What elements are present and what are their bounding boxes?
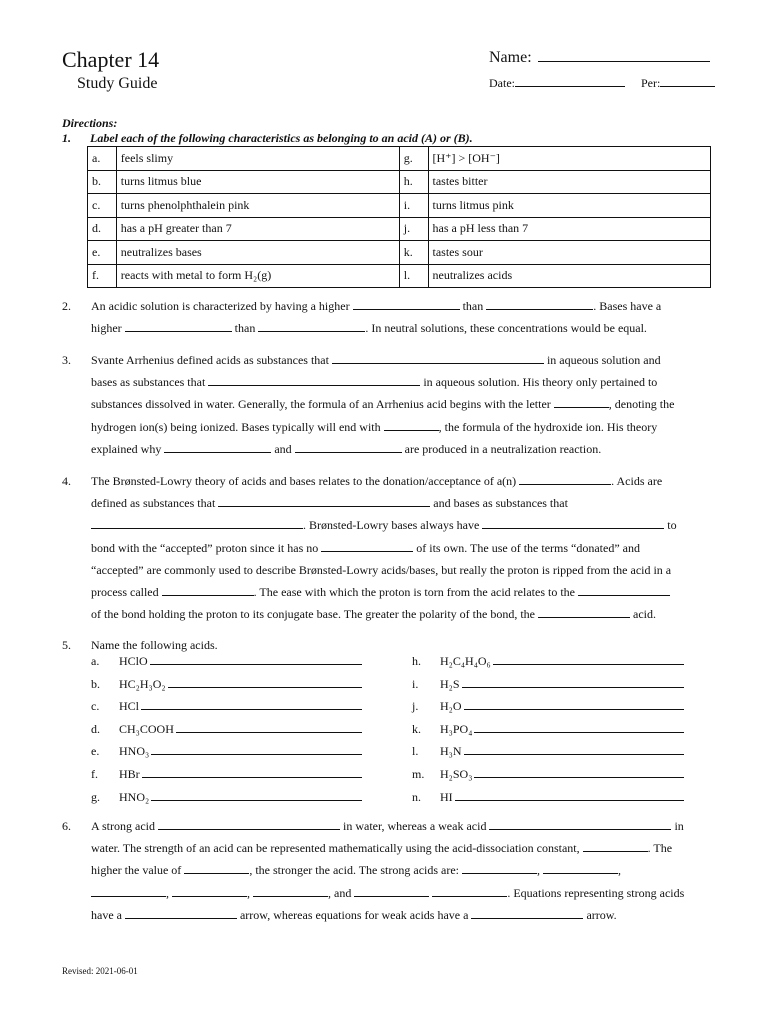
acid-formula: HNO₃ bbox=[119, 744, 150, 759]
item-text: tastes bitter bbox=[428, 170, 711, 194]
directions-heading: Directions: bbox=[62, 116, 118, 130]
q6-s13: . Equations representing strong acids bbox=[507, 885, 685, 900]
acid-letter: l. bbox=[412, 744, 419, 759]
characteristic-row bbox=[88, 217, 711, 241]
q6-blank-12[interactable] bbox=[125, 908, 237, 919]
acid-item bbox=[91, 744, 362, 759]
acid-letter: d. bbox=[91, 721, 100, 736]
q6-blank-13[interactable] bbox=[471, 908, 583, 919]
acid-formula: H₃PO₄ bbox=[440, 721, 473, 736]
q3-s7: hydrogen ion(s) being ionized. Bases typically will end with bbox=[91, 419, 381, 434]
q3-s1: Svante Arrhenius defined acids as substances that bbox=[91, 353, 329, 367]
acid-formula: HClO bbox=[119, 654, 148, 668]
acid-item bbox=[91, 722, 362, 737]
q6-blank-3[interactable] bbox=[583, 841, 648, 852]
item-letter: f. bbox=[88, 264, 117, 288]
q1-prompt-text: Label each of the following characteristics as belonging to an acid (A) or (B). bbox=[90, 131, 473, 145]
acid-item bbox=[91, 654, 362, 669]
q1-number: 1. bbox=[62, 131, 71, 145]
item-letter: a. bbox=[88, 147, 117, 171]
q3-s5: substances dissolved in water. Generally, the formula of an Arrhenius acid begins with the letter bbox=[91, 397, 551, 412]
q4-s3: defined as substances that bbox=[91, 496, 216, 511]
per-label: Per: bbox=[641, 76, 661, 90]
q4-s2: . Acids are bbox=[611, 474, 663, 488]
q6-blank-9[interactable] bbox=[253, 886, 328, 897]
item-letter: e. bbox=[88, 241, 117, 265]
item-text: [H⁺] > [OH⁻] bbox=[428, 147, 711, 171]
q6-s9: , bbox=[618, 863, 622, 878]
q3-s8: , the formula of the hydroxide ion. His theory bbox=[438, 419, 658, 434]
revision-date: Revised: 2021-06-01 bbox=[62, 966, 138, 976]
acid-name-blank[interactable] bbox=[141, 699, 362, 710]
q2-blank-2[interactable] bbox=[486, 299, 593, 310]
q3-s3: bases as substances that bbox=[91, 375, 206, 390]
acid-formula: HI bbox=[440, 789, 453, 804]
q6-blank-4[interactable] bbox=[184, 863, 249, 874]
q6-s12: , and bbox=[328, 885, 352, 900]
characteristic-row bbox=[88, 194, 711, 218]
q6-s14: have a bbox=[91, 907, 122, 922]
q6-blank-5[interactable] bbox=[462, 863, 537, 874]
characteristic-row bbox=[88, 264, 711, 288]
acid-item bbox=[412, 654, 684, 669]
q4-s10: process called bbox=[91, 585, 159, 600]
acid-letter: n. bbox=[412, 789, 421, 804]
q3-blank-2[interactable] bbox=[208, 375, 420, 386]
q6-s2: in water, whereas a weak acid bbox=[343, 819, 487, 833]
q6-number: 6. bbox=[62, 819, 71, 833]
acid-letter: e. bbox=[91, 744, 100, 759]
q6-s1: A strong acid bbox=[91, 819, 155, 833]
acid-name-blank[interactable] bbox=[462, 677, 684, 688]
q2-text bbox=[91, 295, 703, 339]
q5-number: 5. bbox=[62, 638, 71, 652]
acid-item bbox=[412, 744, 684, 759]
acid-name-blank[interactable] bbox=[455, 790, 684, 801]
q2-blank-3[interactable] bbox=[125, 321, 232, 332]
acid-name-blank[interactable] bbox=[151, 790, 362, 801]
item-text: turns litmus blue bbox=[116, 170, 399, 194]
q4-blank-7[interactable] bbox=[578, 585, 670, 596]
q2-number: 2. bbox=[62, 299, 71, 313]
item-text: turns phenolphthalein pink bbox=[116, 194, 399, 218]
q3-text bbox=[91, 349, 703, 460]
q2-s2: than bbox=[462, 299, 484, 313]
q6-s4: water. The strength of an acid can be represented mathematically using the acid-dissociation constant, bbox=[91, 841, 580, 856]
q4-s9: “accepted” are commonly used to describe Brønsted-Lowry acids/bases, but really the proton is ripped from the acid in a bbox=[91, 562, 672, 577]
q4-blank-1[interactable] bbox=[519, 474, 611, 485]
acid-item bbox=[412, 722, 684, 737]
item-text: reacts with metal to form H₂(g) bbox=[116, 264, 399, 288]
acid-letter: k. bbox=[412, 721, 421, 736]
q6-text bbox=[91, 815, 703, 926]
q6-s10: , bbox=[166, 885, 169, 900]
acid-formula: H₂C₄H₄O₆ bbox=[440, 654, 491, 668]
acid-item bbox=[412, 677, 684, 692]
item-letter: k. bbox=[399, 241, 428, 265]
item-text: feels slimy bbox=[116, 147, 399, 171]
q6-blank-6[interactable] bbox=[543, 863, 618, 874]
q6-blank-10[interactable] bbox=[354, 886, 429, 897]
q4-s1: The Brønsted-Lowry theory of acids and bases relates to the donation/acceptance of a(n) bbox=[91, 474, 517, 488]
acid-letter: a. bbox=[91, 654, 100, 668]
q4-s11: . The ease with which the proton is torn from the acid relates to the bbox=[253, 585, 575, 600]
item-letter: c. bbox=[88, 194, 117, 218]
acid-formula: H₃N bbox=[440, 744, 462, 759]
acid-item bbox=[91, 790, 362, 805]
q6-blank-1[interactable] bbox=[158, 819, 340, 830]
acid-name-blank[interactable] bbox=[464, 744, 684, 755]
acid-formula: HNO₂ bbox=[119, 789, 150, 804]
acid-item bbox=[412, 699, 684, 714]
q6-s6: higher the value of bbox=[91, 863, 182, 878]
date-blank[interactable] bbox=[515, 76, 625, 87]
q6-s5: . The bbox=[647, 841, 673, 856]
acid-formula: H₂SO₃ bbox=[440, 767, 473, 781]
date-per-row bbox=[489, 76, 715, 91]
acid-formula: H₂S bbox=[440, 676, 460, 691]
q3-s10: and bbox=[274, 441, 292, 456]
characteristic-row bbox=[88, 241, 711, 265]
acid-letter: j. bbox=[412, 699, 419, 714]
q4-blank-4[interactable] bbox=[482, 518, 664, 529]
name-label: Name: bbox=[489, 49, 532, 66]
q6-blank-2[interactable] bbox=[489, 819, 671, 830]
q2-s1: An acidic solution is characterized by having a higher bbox=[91, 299, 350, 313]
q3-blank-3[interactable] bbox=[554, 397, 609, 408]
q4-s6: to bbox=[667, 518, 677, 533]
acid-name-blank[interactable] bbox=[168, 677, 362, 688]
q4-blank-3[interactable] bbox=[91, 518, 303, 529]
q3-s6: , denoting the bbox=[608, 397, 675, 412]
q4-s13: acid. bbox=[633, 607, 656, 622]
characteristics-table bbox=[87, 146, 711, 288]
item-letter: g. bbox=[399, 147, 428, 171]
per-blank[interactable] bbox=[660, 76, 715, 87]
item-letter: l. bbox=[399, 264, 428, 288]
q6-blank-8[interactable] bbox=[172, 886, 247, 897]
acid-letter: h. bbox=[412, 654, 421, 668]
q5-prompt: Name the following acids. bbox=[91, 638, 218, 652]
q3-number: 3. bbox=[62, 353, 71, 367]
acid-name-blank[interactable] bbox=[150, 654, 362, 665]
acid-letter: m. bbox=[412, 767, 425, 781]
q3-blank-4[interactable] bbox=[384, 420, 439, 431]
item-text: has a pH greater than 7 bbox=[116, 217, 399, 241]
q6-s8: , bbox=[537, 863, 541, 878]
q6-s7: , the stronger the acid. The strong acids are: bbox=[249, 863, 460, 878]
acid-name-blank[interactable] bbox=[493, 654, 684, 665]
q3-s4: in aqueous solution. His theory only pertained to bbox=[423, 375, 658, 390]
page-title: Chapter 14 bbox=[62, 47, 160, 72]
q2-s3: . Bases have a bbox=[593, 299, 662, 313]
item-text: turns litmus pink bbox=[428, 194, 711, 218]
q3-blank-5[interactable] bbox=[164, 442, 271, 453]
q4-s7: bond with the “accepted” proton since it has no bbox=[91, 540, 319, 555]
acid-name-blank[interactable] bbox=[142, 767, 362, 778]
q4-number: 4. bbox=[62, 474, 71, 488]
acid-name-blank[interactable] bbox=[474, 722, 684, 733]
q4-blank-2[interactable] bbox=[218, 496, 430, 507]
acid-item bbox=[412, 767, 684, 782]
q6-blank-7[interactable] bbox=[91, 886, 166, 897]
acid-formula: CH₃COOH bbox=[119, 721, 174, 736]
acid-formula: HBr bbox=[119, 767, 140, 781]
acid-formula: HC₂H₃O₂ bbox=[119, 676, 166, 691]
q2-blank-4[interactable] bbox=[258, 321, 365, 332]
characteristic-row bbox=[88, 170, 711, 194]
item-letter: i. bbox=[399, 194, 428, 218]
q3-s9: explained why bbox=[91, 441, 162, 456]
q4-s4: and bases as substances that bbox=[433, 496, 568, 511]
item-text: tastes sour bbox=[428, 241, 711, 265]
acid-name-blank[interactable] bbox=[151, 744, 362, 755]
q6-s11: , bbox=[247, 885, 250, 900]
q3-s2: in aqueous solution and bbox=[546, 353, 661, 367]
q4-blank-5[interactable] bbox=[321, 541, 413, 552]
acid-letter: g. bbox=[91, 789, 100, 804]
q2-s6: . In neutral solutions, these concentrations would be equal. bbox=[365, 321, 647, 336]
page-subtitle: Study Guide bbox=[77, 75, 158, 92]
item-text: neutralizes acids bbox=[428, 264, 711, 288]
item-letter: b. bbox=[88, 170, 117, 194]
item-letter: j. bbox=[399, 217, 428, 241]
item-letter: d. bbox=[88, 217, 117, 241]
item-letter: h. bbox=[399, 170, 428, 194]
acid-item bbox=[91, 699, 362, 714]
q6-blank-11[interactable] bbox=[432, 886, 507, 897]
item-text: has a pH less than 7 bbox=[428, 217, 711, 241]
acid-name-blank[interactable] bbox=[464, 699, 684, 710]
q2-s4: higher bbox=[91, 321, 122, 336]
characteristic-row bbox=[88, 147, 711, 171]
acid-letter: i. bbox=[412, 676, 419, 691]
acid-name-blank[interactable] bbox=[474, 767, 684, 778]
q4-blank-8[interactable] bbox=[538, 607, 630, 618]
acid-letter: c. bbox=[91, 699, 100, 714]
q2-s5: than bbox=[234, 321, 256, 336]
name-blank[interactable] bbox=[538, 47, 710, 62]
q4-s12: of the bond holding the proton to its conjugate base. The greater the polarity of the bond, the bbox=[91, 607, 535, 622]
acid-item bbox=[412, 790, 684, 805]
q4-s5: . Brønsted-Lowry bases always have bbox=[303, 518, 480, 533]
q4-blank-6[interactable] bbox=[162, 585, 254, 596]
acid-letter: f. bbox=[91, 767, 98, 781]
acid-formula: H₂O bbox=[440, 699, 462, 714]
name-field[interactable] bbox=[489, 47, 710, 67]
q6-s3: in bbox=[674, 819, 684, 833]
q6-s15: arrow, whereas equations for weak acids have a bbox=[239, 907, 469, 922]
q6-s16: arrow. bbox=[586, 907, 617, 922]
q3-s11: are produced in a neutralization reaction. bbox=[404, 441, 602, 456]
acid-item bbox=[91, 677, 362, 692]
acid-formula: HCl bbox=[119, 699, 140, 714]
date-label: Date: bbox=[489, 76, 515, 90]
q2-blank-1[interactable] bbox=[353, 299, 460, 310]
acid-item bbox=[91, 767, 362, 782]
q3-blank-1[interactable] bbox=[332, 353, 544, 364]
acid-name-blank[interactable] bbox=[176, 722, 362, 733]
q4-s8: of its own. The use of the terms “donated” and bbox=[416, 540, 640, 555]
q4-text bbox=[91, 470, 703, 625]
item-text: neutralizes bases bbox=[116, 241, 399, 265]
q1-prompt bbox=[62, 131, 473, 146]
q3-blank-6[interactable] bbox=[295, 442, 402, 453]
acid-letter: b. bbox=[91, 676, 100, 691]
